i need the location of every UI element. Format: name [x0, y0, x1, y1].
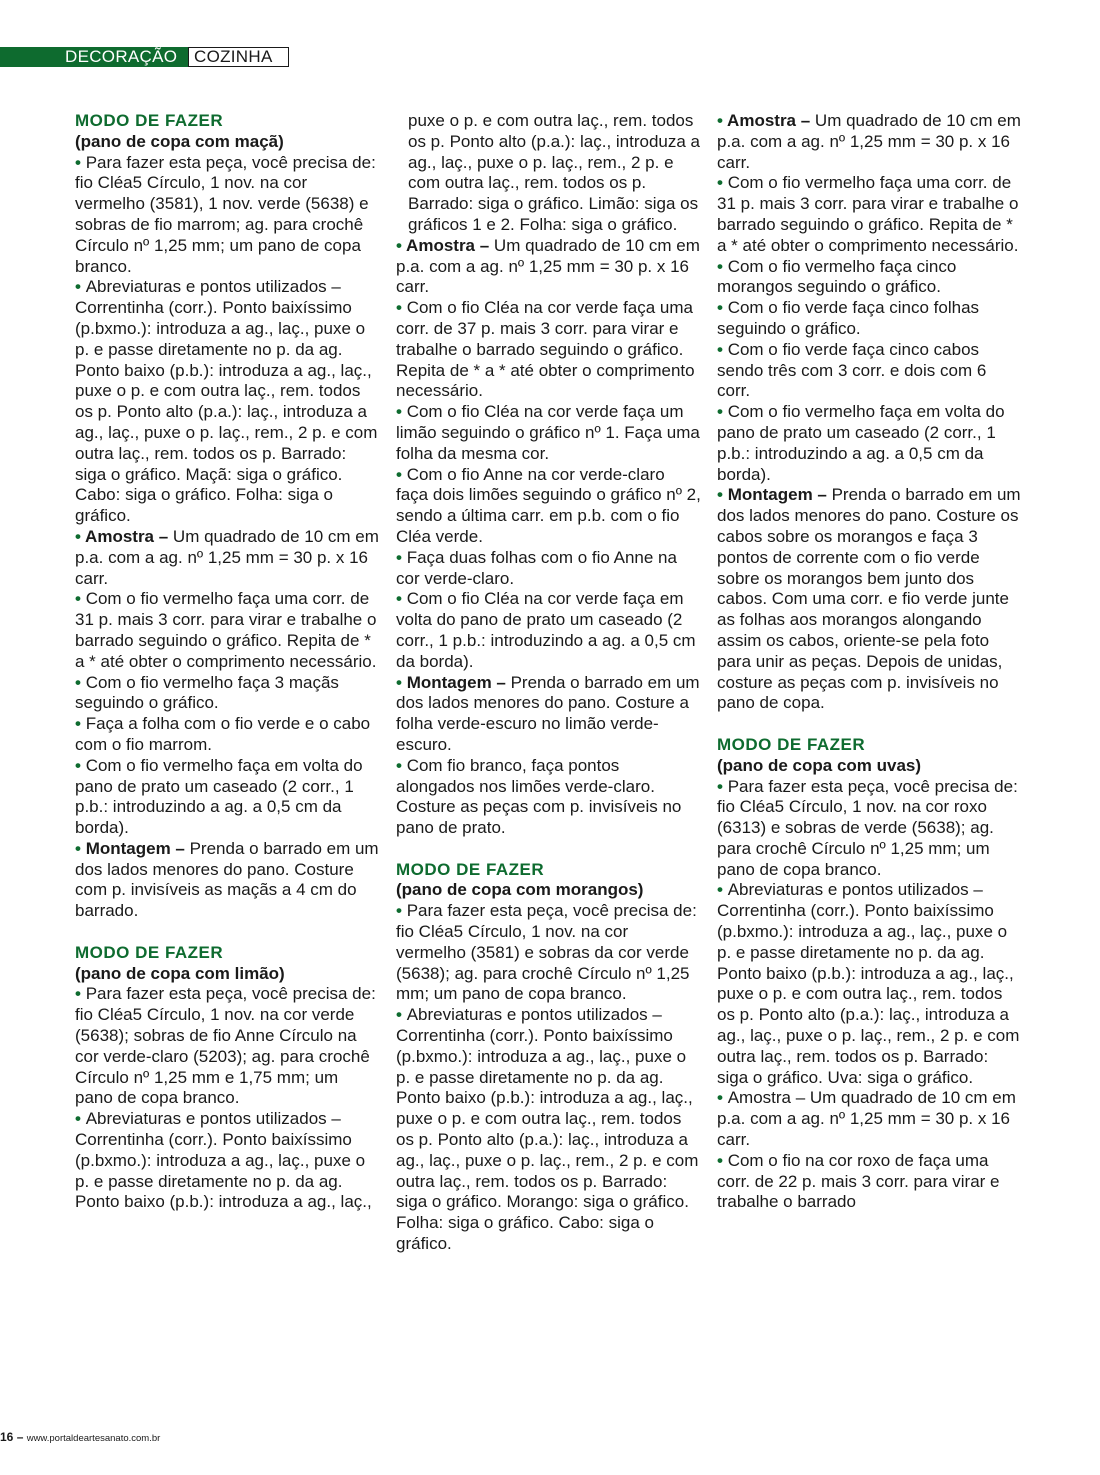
lemon-step-sample: • Amostra – Um quadrado de 10 cm em p.a. com a ag. nº 1,25 mm = 30 p. x 16 carr. — [396, 235, 700, 297]
section-header — [0, 47, 290, 67]
lemon-step-leaves: • Faça duas folhas com o fio Anne na cor verde-claro. — [396, 547, 677, 588]
header-bar — [0, 47, 60, 67]
lemon-step-edge: • Com o fio Cléa na cor verde faça em volta do pano de prato um caseado (2 corr., 1 p.b.: introduzindo a ag. a 0,5 cm da borda). — [396, 589, 696, 671]
lemon-abbreviations-cont: puxe o p. e com outra laç., rem. todos os p. Ponto alto (p.a.): laç., introduza a ag., laç., puxe o p. laç., rem., 2 p. e com outra laç., rem. todos os p. Barrado: siga o gráfico. Limão: siga os gráficos 1 e 2. Folha: siga o gráfico. — [408, 111, 700, 234]
apple-step-apples: • Com o fio vermelho faça 3 maçãs seguindo o gráfico. — [75, 672, 339, 713]
grape-step-border: • Com o fio na cor roxo de faça uma corr. de 22 p. mais 3 corr. para virar e trabalhe o barrado — [717, 1150, 1000, 1212]
apple-step-leaf: • Faça a folha com o fio verde e o cabo com o fio marrom. — [75, 714, 371, 754]
column-3 — [717, 111, 1022, 1213]
subsection-label: COZINHA — [188, 47, 289, 67]
grape-subheading: (pano de copa com uvas) — [717, 755, 922, 775]
lemon-step-finish: • Com fio branco, faça pontos alongados nos limões verde-claro. Costure as peças com p. invisíveis no pano de prato. — [396, 755, 682, 838]
apple-step-materials: • Para fazer esta peça, você precisa de: fio Cléa5 Círculo, 1 nov. na cor vermelho (3581), 1 nov. verde (5638) e sobras de fio marrom; ag. para crochê Círculo nº 1,25 mm; um pano de copa branco. — [75, 152, 376, 276]
grape-step-materials: • Para fazer esta peça, você precisa de: fio Cléa5 Círculo, 1 nov. na cor roxo (6313) e sobras de verde (5638); ag. para crochê Círculo nº 1,25 mm; um pano de copa branco. — [717, 776, 1018, 879]
grape-step-abbreviations: • Abreviaturas e pontos utilizados – Correntinha (corr.). Ponto baixíssimo (p.bxmo.): introduza a ag., laç., puxe o p. e passe diretamente no p. da ag. Ponto baixo (p.b.): introduza a ag., laç., puxe o p. e com outra laç., rem. todos os p. Ponto alto (p.a.): laç., introduza a ag., laç., puxe o p. laç., rem., 2 p. e com outra laç., rem. todos os p. Barrado: siga o gráfico. Uva: siga o gráfico. — [717, 880, 1020, 1087]
section-label: DECORAÇÃO — [60, 47, 188, 67]
strawberry-step-sample: • Amostra – Um quadrado de 10 cm em p.a. com a ag. nº 1,25 mm = 30 p. x 16 carr. — [717, 111, 1021, 172]
lemon-subheading: (pano de copa com limão) — [75, 963, 285, 983]
page-footer — [0, 1430, 160, 1444]
strawberry-step-stems: • Com o fio verde faça cinco cabos sendo três com 3 corr. e dois com 6 corr. — [717, 339, 987, 401]
lemon-heading: MODO DE FAZER — [75, 942, 224, 962]
lemon-step-light-lemons: • Com o fio Anne na cor verde-claro faça dois limões seguindo o gráfico nº 2, sendo a última carr. em p.b. com o fio Cléa verde. — [396, 464, 701, 546]
strawberry-step-materials: • Para fazer esta peça, você precisa de: fio Cléa5 Círculo, 1 nov. na cor vermelho (3581) e sobras da cor verde (5638); ag. para crochê Círculo nº 1,25 mm; um pano de copa branco. — [396, 901, 697, 1004]
column-1 — [75, 111, 380, 1213]
apple-step-abbreviations: • Abreviaturas e pontos utilizados – Correntinha (corr.). Ponto baixíssimo (p.bxmo.): introduza a ag., laç., puxe o p. e passe diretamente no p. da ag. Ponto baixo (p.b.): introduza a ag., laç., puxe o p. e com outra laç., rem. todos os p. Ponto alto (p.a.): laç., introduza a ag., laç., puxe o p. laç., rem., 2 p. e com outra laç., rem. todos os p. Barrado: siga o gráfico. Maçã: siga o gráfico. Cabo: siga o gráfico. Folha: siga o gráfico. — [75, 277, 378, 526]
strawberry-step-assembly: • Montagem – Prenda o barrado em um dos lados menores do pano. Costure os cabos sobre os morangos e faça 3 pontos de corrente com o fio verde sobre os morangos bem junto dos cabos. Com uma corr. e fio verde junte as folhas aos morangos alongando assim os cabos, oriente-se pela foto para unir as peças. Depois de unidas, costure as peças com p. invisíveis no pano de copa. — [717, 485, 1021, 713]
apple-step-sample: • Amostra – Um quadrado de 10 cm em p.a. com a ag. nº 1,25 mm = 30 p. x 16 carr. — [75, 526, 379, 588]
lemon-step-lemon: • Com o fio Cléa na cor verde faça um limão seguindo o gráfico nº 1. Faça uma folha da mesma cor. — [396, 402, 700, 463]
apple-heading: MODO DE FAZER — [75, 111, 224, 130]
lemon-step-materials: • Para fazer esta peça, você precisa de: fio Cléa5 Círculo, 1 nov. na cor verde (5638); sobras de fio Anne Círculo na cor verde-claro (5203); ag. para crochê Círculo nº 1,25 mm e 1,75 mm; um pano de copa branco. — [75, 984, 376, 1108]
footer-url: www.portaldeartesanato.com.br — [26, 1433, 161, 1444]
apple-subheading: (pano de copa com maçã) — [75, 131, 284, 151]
strawberry-subheading: (pano de copa com morangos) — [396, 880, 644, 900]
grape-heading: MODO DE FAZER — [717, 734, 866, 754]
lemon-step-border: • Com o fio Cléa na cor verde faça uma corr. de 37 p. mais 3 corr. para virar e trabalhe o barrado seguindo o gráfico. Repita de * a * até obter o comprimento necessário. — [396, 298, 695, 401]
apple-step-border: • Com o fio vermelho faça uma corr. de 31 p. mais 3 corr. para virar e trabalhe o barrado seguindo o gráfico. Repita de * a * até obter o comprimento necessário. — [75, 589, 377, 671]
strawberry-step-edge: • Com o fio vermelho faça em volta do pano de prato um caseado (2 corr., 1 p.b.: introduzindo a ag. a 0,5 cm da borda). — [717, 402, 1005, 484]
column-2 — [396, 111, 701, 1255]
strawberry-step-border: • Com o fio vermelho faça uma corr. de 31 p. mais 3 corr. para virar e trabalhe o barrado seguindo o gráfico. Repita de * a * até obter o comprimento necessário. — [717, 173, 1019, 255]
footer-dash: – — [13, 1430, 27, 1444]
grape-step-sample: • Amostra – Um quadrado de 10 cm em p.a. com a ag. nº 1,25 mm = 30 p. x 16 carr. — [717, 1088, 1016, 1150]
page-number: 16 — [0, 1430, 14, 1444]
strawberry-step-berries: • Com o fio vermelho faça cinco morangos seguindo o gráfico. — [717, 256, 957, 297]
lemon-step-abbreviations: • Abreviaturas e pontos utilizados – Correntinha (corr.). Ponto baixíssimo (p.bxmo.): introduza a ag., laç., puxe o p. e passe diretamente no p. da ag. Ponto baixo (p.b.): introduza a ag., laç., — [75, 1109, 372, 1212]
strawberry-step-leaves: • Com o fio verde faça cinco folhas seguindo o gráfico. — [717, 298, 980, 338]
strawberry-heading: MODO DE FAZER — [396, 859, 545, 879]
strawberry-step-abbreviations: • Abreviaturas e pontos utilizados – Correntinha (corr.). Ponto baixíssimo (p.bxmo.): introduza a ag., laç., puxe o p. e passe diretamente no p. da ag. Ponto baixo (p.b.): introduza a ag., laç., puxe o p. e com outra laç., rem. todos os p. Ponto alto (p.a.): laç., introduza a ag., laç., puxe o p. laç., rem., 2 p. e com outra laç., rem. todos os p. Barrado: siga o gráfico. Morango: siga o gráfico. Folha: siga o gráfico. Cabo: siga o gráfico. — [396, 1005, 699, 1254]
apple-step-edge: • Com o fio vermelho faça em volta do pano de prato um caseado (2 corr., 1 p.b.: introduzindo a ag. a 0,5 cm da borda). — [75, 755, 363, 838]
apple-step-assembly: • Montagem – Prenda o barrado em um dos lados menores do pano. Costure com p. invisíveis as maçãs a 4 cm do barrado. — [75, 838, 379, 921]
lemon-step-assembly: • Montagem – Prenda o barrado em um dos lados menores do pano. Costure a folha verde-escuro no limão verde-escuro. — [396, 672, 700, 754]
